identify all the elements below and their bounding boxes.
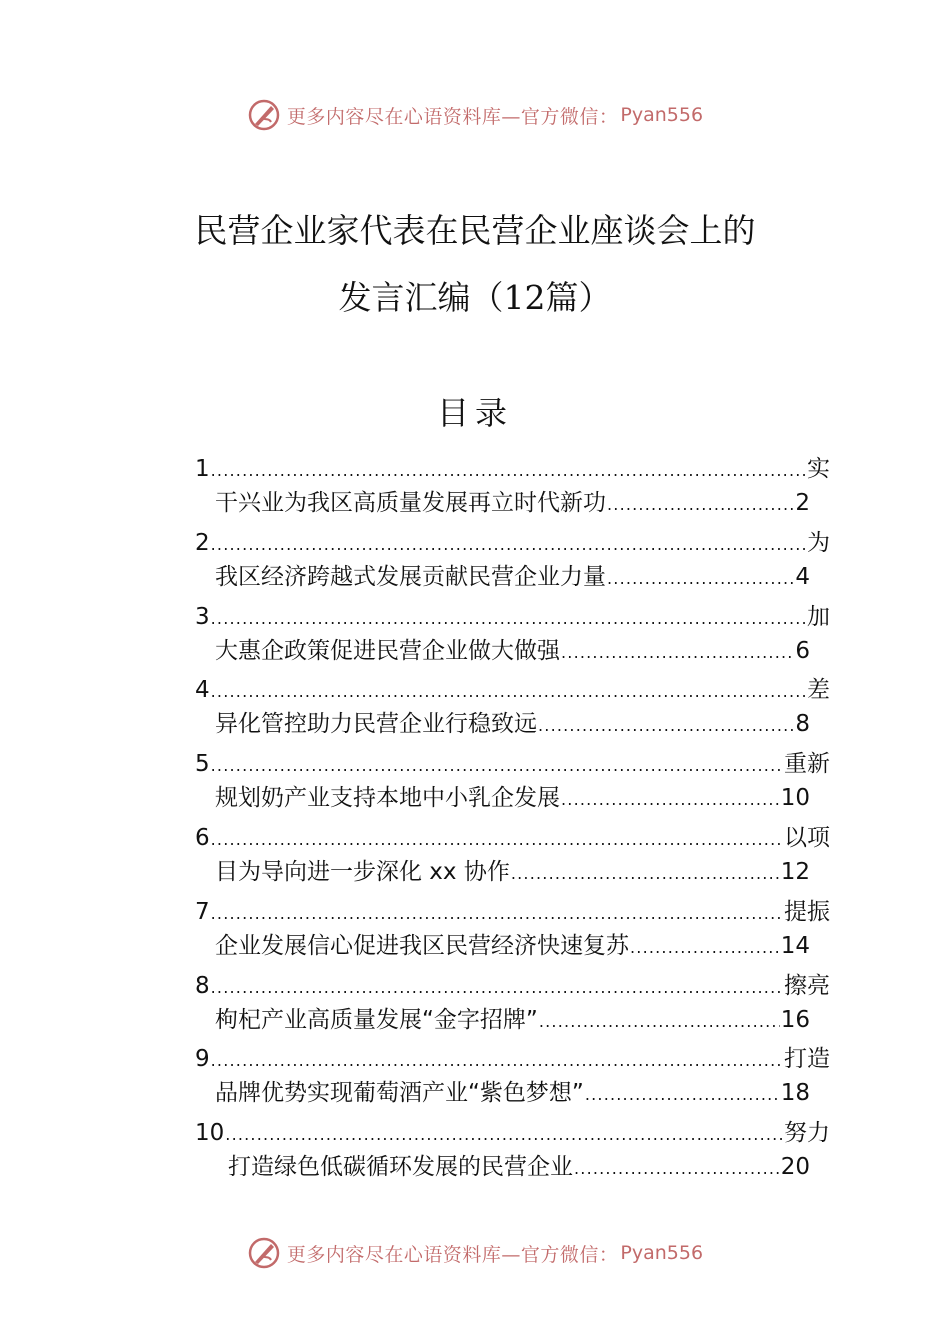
toc-entry-title-start: 加 [807, 603, 830, 630]
toc-entry[interactable] [195, 452, 835, 526]
toc-leader-dots [211, 902, 783, 926]
watermark-id: Pyan556 [620, 104, 704, 126]
toc-leader-dots [211, 680, 806, 704]
toc-entry-line2 [195, 855, 810, 889]
toc-entry-title-start: 以项 [784, 824, 830, 851]
toc-entry-line2 [195, 1003, 810, 1037]
toc-entry-title-start: 打造 [784, 1046, 830, 1073]
toc-heading: 目录 [436, 394, 513, 432]
toc-entry-line1 [195, 821, 830, 855]
toc-entry[interactable] [195, 673, 835, 747]
toc-entry[interactable] [195, 1116, 835, 1190]
toc-entry-line1 [195, 969, 830, 1003]
toc-entry-title-start: 努力 [784, 1120, 830, 1147]
watermark-text: 更多内容尽在心语资料库—官方微信： [286, 1243, 619, 1266]
toc-entry-title: 大惠企政策促进民营企业做大做强 [215, 637, 560, 664]
toc-entry-page: 6 [795, 637, 810, 664]
toc-leader-dots [585, 1083, 780, 1107]
toc-leader-dots [574, 1157, 780, 1181]
toc-entry-line2 [195, 486, 810, 520]
toc-entry-line1 [195, 747, 830, 781]
toc-leader-dots [630, 936, 780, 960]
watermark-footer [0, 1233, 950, 1273]
toc-entry-line2 [195, 634, 810, 668]
toc-entry-line2 [195, 1150, 810, 1184]
toc-entry-line1 [195, 600, 830, 634]
toc-entry[interactable] [195, 600, 835, 674]
toc-entry-number: 9 [195, 1046, 210, 1073]
pen-seal-icon [247, 1236, 281, 1270]
toc-leader-dots [561, 788, 780, 812]
toc-leader-dots [225, 1123, 783, 1147]
toc-leader-dots [607, 493, 794, 517]
toc-entry-title: 目为导向进一步深化 xx 协作 [215, 858, 510, 885]
toc-entry-title: 打造绿色低碳循环发展的民营企业 [228, 1154, 573, 1181]
toc-leader-dots [211, 607, 806, 631]
toc-entry-title: 干兴业为我区高质量发展再立时代新功 [215, 490, 606, 516]
toc-entry-line2 [195, 929, 810, 963]
toc-entry-number: 7 [195, 898, 210, 925]
toc-leader-dots [538, 714, 794, 738]
toc-entry[interactable] [195, 747, 835, 821]
toc-leader-dots [211, 459, 806, 483]
toc-entry[interactable] [195, 1042, 835, 1116]
toc-entry-number: 10 [195, 1120, 225, 1147]
table-of-contents [195, 452, 835, 1190]
toc-entry-title: 规划奶产业支持本地中小乳企发展 [215, 785, 560, 812]
toc-entry-number: 1 [195, 456, 210, 482]
toc-leader-dots [211, 828, 783, 852]
watermark-id: Pyan556 [620, 1242, 704, 1264]
toc-entry-page: 12 [780, 858, 810, 885]
toc-entry-page: 14 [780, 932, 810, 959]
toc-leader-dots [211, 1049, 783, 1073]
toc-entry-number: 6 [195, 824, 210, 851]
toc-entry-line2 [195, 707, 810, 741]
toc-entry-line1 [195, 673, 830, 707]
toc-entry-number: 3 [195, 603, 210, 630]
toc-entry-title-start: 重新 [784, 751, 830, 778]
toc-entry-line1 [195, 452, 830, 486]
toc-entry-line1 [195, 1042, 830, 1076]
toc-entry-page: 18 [780, 1080, 810, 1107]
toc-leader-dots [211, 533, 806, 557]
toc-entry-title-start: 提振 [784, 898, 830, 925]
document-title-line1: 民营企业家代表在民营企业座谈会上的 [194, 211, 756, 250]
toc-entry-number: 2 [195, 529, 210, 556]
toc-entry-page: 10 [780, 785, 810, 812]
toc-entry[interactable] [195, 821, 835, 895]
toc-entry-page: 4 [795, 563, 810, 590]
watermark-text: 更多内容尽在心语资料库—官方微信： [286, 105, 619, 128]
toc-entry-line1 [195, 1116, 830, 1150]
toc-entry-line2 [195, 1076, 810, 1110]
toc-entry-page: 16 [780, 1006, 810, 1033]
toc-entry-page: 2 [795, 490, 810, 516]
toc-entry-line2 [195, 560, 810, 594]
pen-seal-icon [247, 98, 281, 132]
toc-entry[interactable] [195, 895, 835, 969]
toc-leader-dots [211, 976, 783, 1000]
toc-entry-title-start: 为 [807, 529, 830, 556]
toc-entry-line2 [195, 781, 810, 815]
toc-entry-title: 品牌优势实现葡萄酒产业“紫色梦想” [215, 1080, 584, 1107]
toc-entry-line1 [195, 526, 830, 560]
document-title-line2: 发言汇编（12篇） [338, 278, 612, 317]
toc-entry-page: 8 [795, 711, 810, 738]
toc-entry-title-start: 差 [807, 677, 830, 704]
toc-leader-dots [511, 862, 780, 886]
toc-entry[interactable] [195, 526, 835, 600]
toc-entry-title: 异化管控助力民营企业行稳致远 [215, 711, 537, 738]
toc-leader-dots [211, 754, 783, 778]
toc-leader-dots [607, 567, 794, 591]
toc-leader-dots [561, 641, 794, 665]
toc-entry-title: 企业发展信心促进我区民营经济快速复苏 [215, 932, 629, 959]
toc-entry-page: 20 [780, 1154, 810, 1181]
toc-leader-dots [539, 1010, 780, 1034]
toc-entry-number: 4 [195, 677, 210, 704]
toc-entry-title-start: 擦亮 [784, 972, 830, 999]
toc-entry[interactable] [195, 969, 835, 1043]
toc-entry-title: 我区经济跨越式发展贡献民营企业力量 [215, 563, 606, 590]
toc-entry-title-start: 实 [807, 456, 830, 482]
toc-entry-number: 8 [195, 972, 210, 999]
toc-entry-title: 枸杞产业高质量发展“金字招牌” [215, 1006, 538, 1033]
toc-entry-number: 5 [195, 751, 210, 778]
watermark-header [0, 95, 950, 135]
toc-entry-line1 [195, 895, 830, 929]
